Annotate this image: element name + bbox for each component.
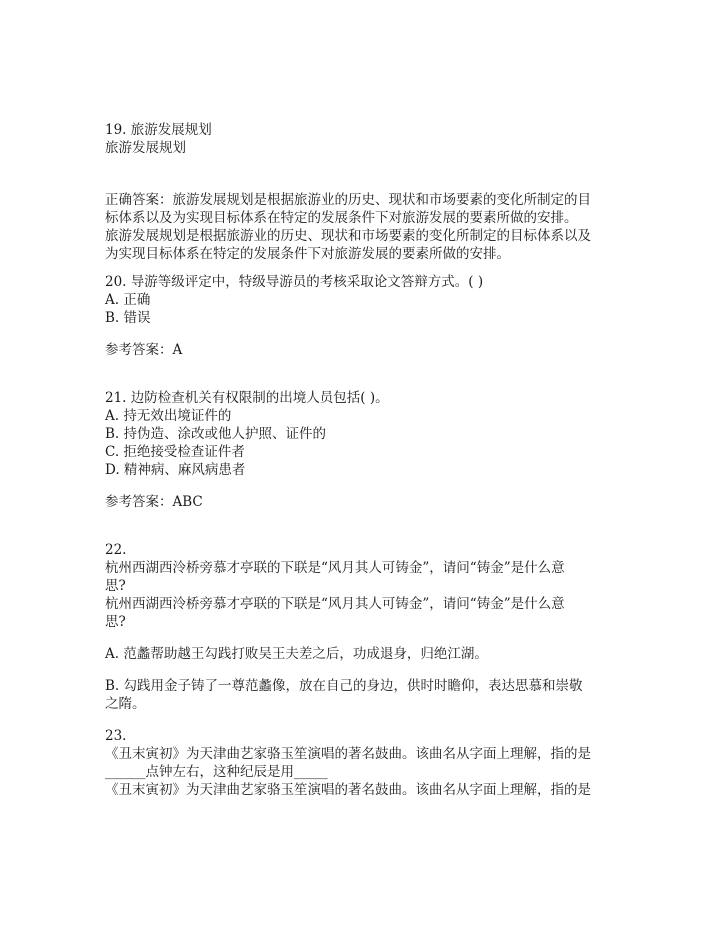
document-page bbox=[105, 121, 625, 799]
q23-question-line: 《丑末寅初》为天津曲艺家骆玉笙演唱的著名鼓曲。该曲名从字面上理解，指的是 bbox=[105, 746, 591, 762]
q21-option: B. 持伪造、涂改或他人护照、证件的 bbox=[105, 426, 327, 442]
q21-answer: 参考答案：ABC bbox=[105, 494, 203, 510]
q22-title: 22. bbox=[105, 542, 127, 558]
q22-question-line: 杭州西湖西泠桥旁慕才亭联的下联是“风月其人可铸金”，请问“铸金”是什么意 bbox=[105, 596, 565, 612]
q20-option: A. 正确 bbox=[105, 292, 151, 308]
q21-option: A. 持无效出境证件的 bbox=[105, 408, 232, 424]
q21-option: C. 拒绝接受检查证件者 bbox=[105, 444, 245, 460]
q19-answer-line: 为实现目标体系在特定的发展条件下对旅游发展的要素所做的安排。 bbox=[105, 246, 510, 262]
q23-question-line: 《丑末寅初》为天津曲艺家骆玉笙演唱的著名鼓曲。该曲名从字面上理解，指的是 bbox=[105, 782, 591, 798]
q20-answer: 参考答案：A bbox=[105, 342, 183, 358]
q22-question-line: 思? bbox=[105, 614, 126, 630]
q23-title: 23. bbox=[105, 728, 127, 744]
q19-answer-line: 旅游发展规划是根据旅游业的历史、现状和市场要素的变化所制定的目标体系以及 bbox=[105, 228, 591, 244]
q21-option: D. 精神病、麻风病患者 bbox=[105, 462, 246, 478]
q19-subtitle: 旅游发展规划 bbox=[105, 140, 186, 156]
q22-question-line: 杭州西湖西泠桥旁慕才亭联的下联是“风月其人可铸金”，请问“铸金”是什么意 bbox=[105, 560, 565, 576]
q20-option: B. 错误 bbox=[105, 310, 151, 326]
q19-answer-line: 标体系以及为实现目标体系在特定的发展条件下对旅游发展的要素所做的安排。 bbox=[105, 210, 578, 226]
q22-option-b: 之隋。 bbox=[105, 696, 146, 712]
q22-question-line: 思? bbox=[105, 578, 126, 594]
q23-question-line: ______点钟左右，这种纪辰是用_____ bbox=[105, 764, 328, 780]
q19-answer-line: 正确答案：旅游发展规划是根据旅游业的历史、现状和市场要素的变化所制定的目 bbox=[105, 192, 591, 208]
q22-option-a: A. 范蠡帮助越王勾践打败吴王夫差之后，功成退身，归绝江湖。 bbox=[105, 646, 488, 662]
q22-option-b: B. 勾践用金子铸了一尊范蠡像，放在自己的身边，供时时瞻仰，表达思慕和崇敬 bbox=[105, 678, 583, 694]
q21-title: 21. 边防检查机关有权限制的出境人员包括( )。 bbox=[105, 390, 389, 406]
q20-title: 20. 导游等级评定中，特级导游员的考核采取论文答辩方式。( ) bbox=[105, 274, 484, 290]
q19-title: 19. 旅游发展规划 bbox=[105, 122, 212, 138]
